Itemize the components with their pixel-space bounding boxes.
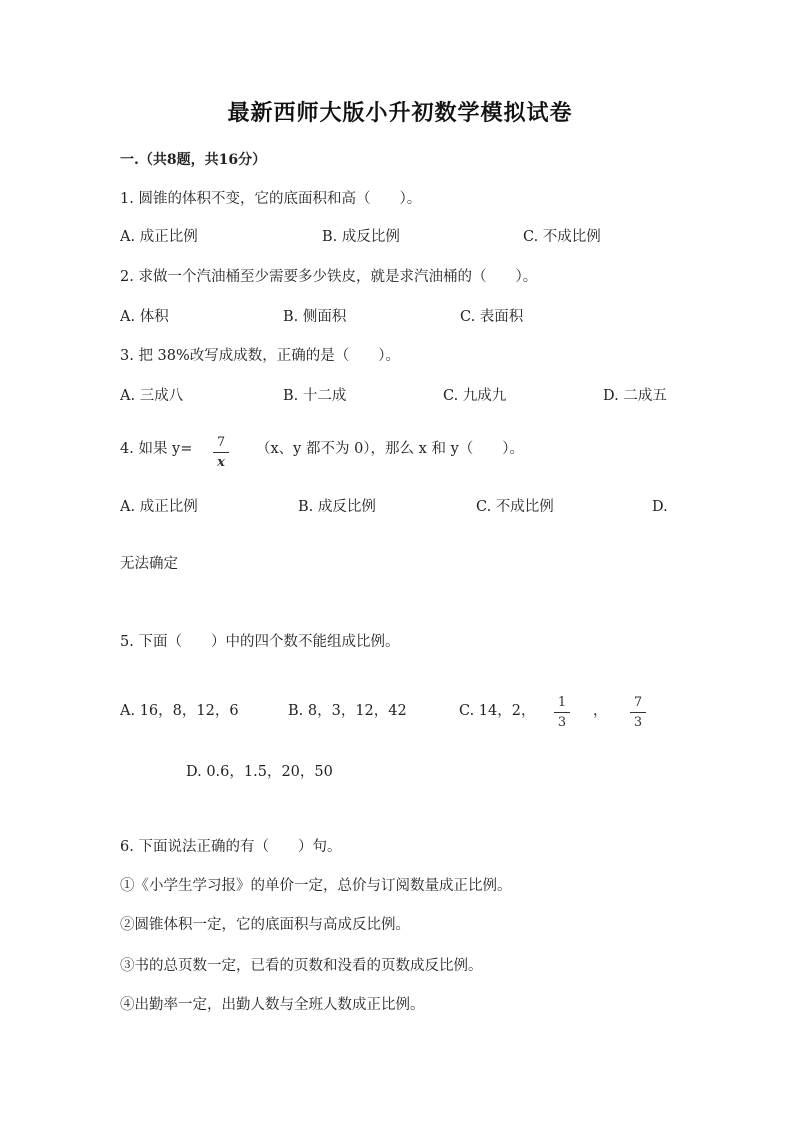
question-2-option-c: C. 表面积 [460, 309, 524, 325]
question-2-option-b: B. 侧面积 [283, 309, 347, 325]
question-6-stem: 6. 下面说法正确的有（ ）句。 [120, 839, 342, 855]
question-4-option-d-continued: 无法确定 [120, 556, 178, 572]
question-3-option-c: C. 九成九 [443, 388, 507, 404]
question-5-option-b: B. 8，3，12，42 [288, 703, 407, 719]
question-3-stem: 3. 把 38%改写成成数，正确的是（ ）。 [120, 348, 401, 364]
fraction-numerator: 1 [557, 695, 567, 710]
question-4-option-c: C. 不成比例 [476, 499, 554, 515]
question-1-stem: 1. 圆锥的体积不变，它的底面积和高（ ）。 [120, 191, 422, 207]
question-6-statement-4: ④出勤率一定，出勤人数与全班人数成正比例。 [120, 997, 425, 1013]
section-heading: 一.（共8题，共16分） [120, 152, 267, 168]
question-5-option-d: D. 0.6，1.5，20，50 [186, 764, 333, 780]
question-4-stem-prefix: 4. 如果 y= [120, 441, 193, 457]
fraction-bar [630, 712, 646, 713]
question-5-separator: ， [593, 703, 608, 719]
question-5-stem: 5. 下面（ ）中的四个数不能组成比例。 [120, 634, 400, 650]
question-5-option-a: A. 16，8，12，6 [120, 703, 239, 719]
question-1-option-b: B. 成反比例 [322, 229, 400, 245]
fraction-numerator: 7 [633, 695, 643, 710]
fraction-bar [213, 452, 229, 453]
question-4-stem-suffix: （x、y 都不为 0），那么 x 和 y（ ）。 [256, 441, 525, 457]
question-4-fraction [211, 436, 231, 469]
question-2-option-a: A. 体积 [120, 309, 169, 325]
fraction-denominator: 3 [633, 715, 643, 730]
question-1-option-c: C. 不成比例 [523, 229, 601, 245]
question-4-option-b: B. 成反比例 [298, 499, 376, 515]
question-6-statement-1: ①《小学生学习报》的单价一定，总价与订阅数量成正比例。 [120, 878, 512, 894]
question-4-option-d: D. [652, 499, 668, 515]
fraction-denominator: 3 [557, 715, 567, 730]
question-2-stem: 2. 求做一个汽油桶至少需要多少铁皮，就是求汽油桶的（ ）。 [120, 269, 538, 285]
fraction-bar [554, 712, 570, 713]
question-3-option-d: D. 二成五 [603, 388, 667, 404]
question-3-option-a: A. 三成八 [120, 388, 184, 404]
question-3-option-b: B. 十二成 [283, 388, 347, 404]
fraction-numerator: 7 [216, 435, 226, 450]
fraction-denominator: x [217, 455, 225, 470]
question-5-fraction-2 [628, 696, 648, 729]
question-5-fraction-1 [552, 696, 572, 729]
question-6-statement-3: ③书的总页数一定，已看的页数和没看的页数成反比例。 [120, 958, 483, 974]
question-5-option-c-prefix: C. 14，2， [459, 703, 536, 719]
question-1-option-a: A. 成正比例 [120, 229, 198, 245]
page-title: 最新西师大版小升初数学模拟试卷 [227, 100, 573, 126]
question-6-statement-2: ②圆锥体积一定，它的底面积与高成反比例。 [120, 917, 410, 933]
question-4-option-a: A. 成正比例 [120, 499, 198, 515]
